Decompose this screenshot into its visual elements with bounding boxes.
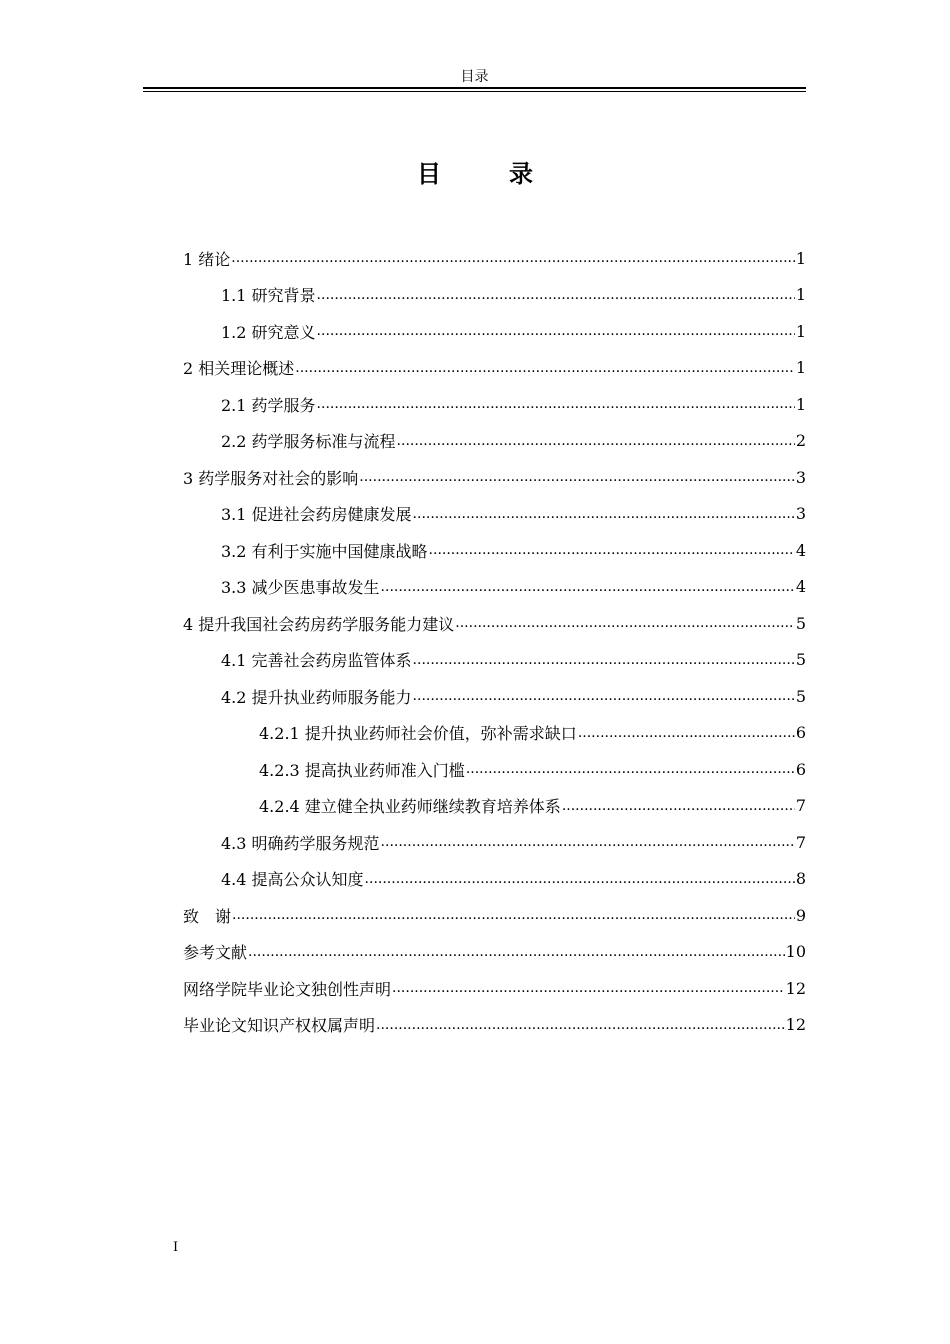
toc-dot-leader [231, 248, 795, 268]
toc-entry-page: 6 [795, 723, 806, 743]
toc-entry[interactable] [183, 824, 806, 861]
toc-dot-leader [392, 978, 785, 998]
toc-entry[interactable] [183, 496, 806, 533]
toc-list [183, 240, 806, 1043]
toc-entry-label: 网络学院毕业论文独创性声明 [183, 979, 392, 999]
toc-dot-leader [397, 431, 795, 451]
toc-entry-label: 2 相关理论概述 [183, 359, 295, 379]
toc-dot-leader [455, 613, 795, 633]
toc-entry-page: 1 [795, 248, 806, 268]
toc-entry-page: 5 [795, 650, 806, 670]
toc-entry-label: 3.2 有利于实施中国健康战略 [221, 541, 428, 561]
toc-entry[interactable] [183, 678, 806, 715]
toc-entry-page: 4 [795, 540, 806, 560]
toc-title: 目 录 [417, 159, 555, 188]
toc-dot-leader [466, 759, 795, 779]
toc-entry[interactable] [183, 970, 806, 1007]
toc-entry-page: 2 [795, 431, 806, 451]
toc-entry-page: 6 [795, 759, 806, 779]
toc-dot-leader [248, 942, 785, 962]
header-rule-thin [143, 91, 806, 92]
toc-dot-leader [317, 321, 795, 341]
running-header: 目录 [460, 69, 489, 85]
toc-entry-page: 12 [785, 978, 806, 998]
toc-entry[interactable] [183, 605, 806, 642]
toc-entry-label: 1 绪论 [183, 249, 231, 269]
toc-entry[interactable] [183, 788, 806, 825]
toc-entry[interactable] [183, 642, 806, 679]
toc-entry[interactable] [183, 1007, 806, 1044]
toc-entry-page: 5 [795, 686, 806, 706]
toc-entry-page: 1 [795, 321, 806, 341]
toc-entry-label: 4.3 明确药学服务规范 [221, 833, 380, 853]
toc-entry-page: 1 [795, 358, 806, 378]
toc-entry[interactable] [183, 386, 806, 423]
toc-entry[interactable] [183, 861, 806, 898]
toc-entry-label: 2.1 药学服务 [221, 395, 316, 415]
toc-entry-page: 8 [795, 869, 806, 889]
toc-entry-page: 3 [795, 467, 806, 487]
toc-dot-leader [562, 796, 795, 816]
toc-entry-label: 参考文献 [183, 943, 248, 963]
toc-dot-leader [381, 832, 795, 852]
toc-entry-label: 4.1 完善社会药房监管体系 [221, 651, 412, 671]
toc-entry[interactable] [183, 532, 806, 569]
toc-entry-label: 2.2 药学服务标准与流程 [221, 432, 396, 452]
toc-entry-page: 7 [795, 796, 806, 816]
toc-entry[interactable] [183, 313, 806, 350]
toc-dot-leader [365, 869, 795, 889]
toc-entry-label: 4.2.1 提升执业药师社会价值，弥补需求缺口 [259, 724, 577, 744]
toc-entry-page: 4 [795, 577, 806, 597]
toc-entry-label: 1.2 研究意义 [221, 322, 316, 342]
toc-dot-leader [413, 504, 795, 524]
toc-dot-leader [295, 358, 795, 378]
toc-entry-label: 4.4 提高公众认知度 [221, 870, 364, 890]
toc-entry-page: 12 [785, 1015, 806, 1035]
footer-page-number: I [173, 1240, 179, 1255]
toc-entry-page: 1 [795, 285, 806, 305]
toc-entry-page: 10 [785, 942, 806, 962]
toc-entry-label: 3.1 促进社会药房健康发展 [221, 505, 412, 525]
toc-entry-label: 3 药学服务对社会的影响 [183, 468, 359, 488]
toc-entry-page: 3 [795, 504, 806, 524]
toc-entry[interactable] [183, 459, 806, 496]
toc-entry-page: 7 [795, 832, 806, 852]
toc-dot-leader [376, 1015, 785, 1035]
toc-entry-label: 4 提升我国社会药房药学服务能力建议 [183, 614, 455, 634]
toc-dot-leader [317, 394, 795, 414]
toc-entry[interactable] [183, 277, 806, 314]
toc-entry[interactable] [183, 569, 806, 606]
toc-dot-leader [578, 723, 795, 743]
header-rule-thick [143, 87, 806, 89]
toc-dot-leader [317, 285, 795, 305]
toc-entry[interactable] [183, 751, 806, 788]
toc-entry-label: 毕业论文知识产权权属声明 [183, 1016, 376, 1036]
toc-entry-page: 9 [795, 905, 806, 925]
toc-entry-page: 1 [795, 394, 806, 414]
toc-dot-leader [413, 686, 795, 706]
toc-dot-leader [381, 577, 795, 597]
toc-dot-leader [232, 905, 795, 925]
toc-entry[interactable] [183, 423, 806, 460]
toc-entry[interactable] [183, 240, 806, 277]
toc-entry-label: 3.3 减少医患事故发生 [221, 578, 380, 598]
toc-entry-label: 致 谢 [183, 906, 232, 926]
toc-entry[interactable] [183, 897, 806, 934]
toc-entry[interactable] [183, 934, 806, 971]
toc-entry[interactable] [183, 715, 806, 752]
toc-dot-leader [413, 650, 795, 670]
toc-dot-leader [359, 467, 795, 487]
toc-entry-page: 5 [795, 613, 806, 633]
toc-entry-label: 1.1 研究背景 [221, 286, 316, 306]
toc-entry-label: 4.2.4 建立健全执业药师继续教育培养体系 [259, 797, 561, 817]
toc-entry-label: 4.2.3 提高执业药师准入门槛 [259, 760, 465, 780]
toc-entry-label: 4.2 提升执业药师服务能力 [221, 687, 412, 707]
toc-dot-leader [429, 540, 795, 560]
toc-entry[interactable] [183, 350, 806, 387]
